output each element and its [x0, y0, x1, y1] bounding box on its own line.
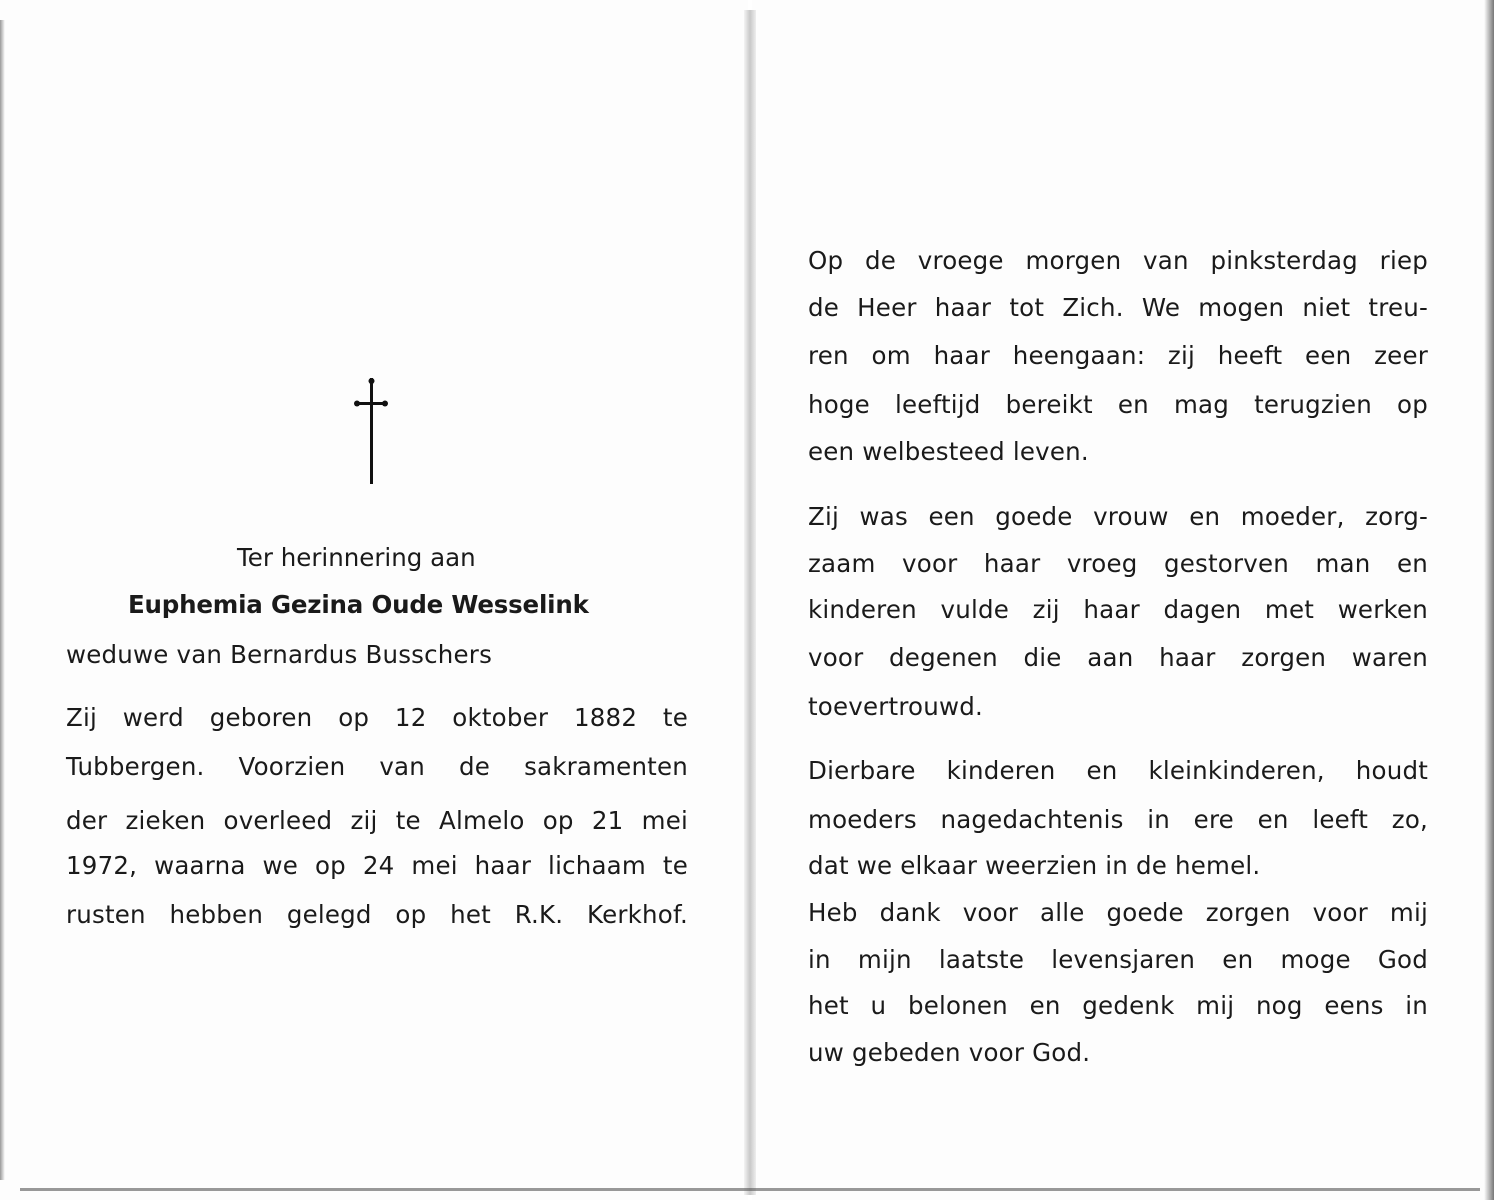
text-line: het u belonen en gedenk mij nog eens in — [808, 991, 1428, 1020]
bio-line: 1972, waarna we op 24 mei haar lichaam te — [66, 851, 688, 880]
text-line: in mijn laatste levensjaren en moge God — [808, 945, 1428, 974]
text-line: een welbesteed leven. — [808, 437, 1089, 466]
cross-icon — [353, 378, 389, 484]
text-line: toevertrouwd. — [808, 692, 983, 721]
bio-line: rusten hebben gelegd op het R.K. Kerkhof. — [66, 900, 688, 929]
bottom-edge — [20, 1188, 1480, 1191]
right-page — [752, 0, 1494, 1200]
text-line: de Heer haar tot Zich. We mogen niet treu- — [808, 293, 1428, 322]
text-line: Heb dank voor alle goede zorgen voor mij — [808, 898, 1428, 927]
card-fold — [744, 10, 756, 1195]
intro-text: Ter herinnering aan — [237, 543, 476, 572]
text-line: ren om haar heengaan: zij heeft een zeer — [808, 341, 1428, 370]
text-line: voor degenen die aan haar zorgen waren — [808, 643, 1428, 672]
text-line: Op de vroege morgen van pinksterdag riep — [808, 246, 1428, 275]
widow-of-text: weduwe van Bernardus Busschers — [66, 640, 493, 669]
text-line: Zij was een goede vrouw en moeder, zorg- — [808, 502, 1428, 531]
text-line: Dierbare kinderen en kleinkinderen, houdt — [808, 756, 1428, 785]
text-line: moeders nagedachtenis in ere en leeft zo, — [808, 805, 1428, 834]
text-line: kinderen vulde zij haar dagen met werken — [808, 595, 1428, 624]
scan-edge — [0, 20, 5, 1180]
text-line: zaam voor haar vroeg gestorven man en — [808, 549, 1428, 578]
text-line: uw gebeden voor God. — [808, 1038, 1091, 1067]
bio-line: Tubbergen. Voorzien van de sakramenten — [66, 752, 688, 781]
text-line: hoge leeftijd bereikt en mag terugzien op — [808, 390, 1428, 419]
bio-line: der zieken overleed zij te Almelo op 21 mei — [66, 806, 688, 835]
text-line: dat we elkaar weerzien in de hemel. — [808, 851, 1261, 880]
bio-line: Zij werd geboren op 12 oktober 1882 te — [66, 703, 688, 732]
scan-edge — [1484, 0, 1494, 1200]
deceased-name: Euphemia Gezina Oude Wesselink — [128, 590, 589, 619]
